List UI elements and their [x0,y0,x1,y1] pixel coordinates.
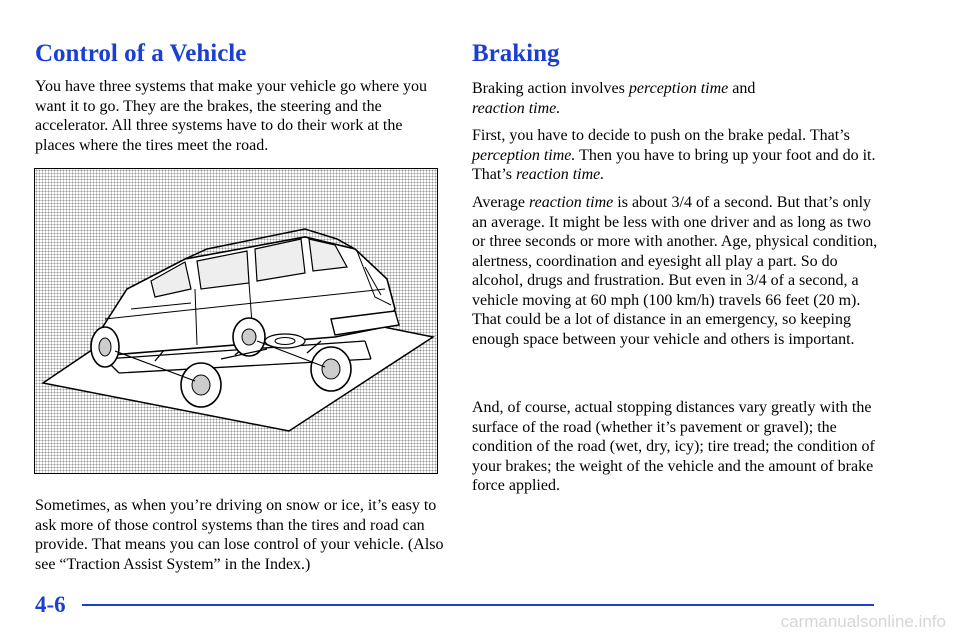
page-number: 4-6 [35,592,66,617]
intro-paragraph: You have three systems that make your vehicle go where you want it to go. They are the brakes, the steering and the accelerator. All three systems have to do their work at the places where the tires meet the road. [35,78,428,154]
section-heading-braking: Braking [472,40,560,67]
braking-paragraph-3: Average reaction time is about 3/4 of a second. But that’s only an average. It might be less with one driver and as long as two or three seconds or more with another. Age, physical condition, alertness, coordination and eyesight all play a part. So do alcohol, drugs and frustration. But even in 3/4 of a second, a vehicle moving at 60 mph (100 km/h) travels 66 feet (20 m). That could be a lot of distance in an emergency, so keeping enough space between your vehicle and others is important. [472,194,878,348]
traction-paragraph: Sometimes, as when you’re driving on snow or ice, it’s easy to ask more of those control systems than the tires and road can provide. That means you can lose control of your vehicle. (Also see “Traction Assist System” in the Index.) [35,497,444,573]
vehicle-illustration-icon [35,169,439,475]
braking-paragraph-2: First, you have to decide to push on the brake pedal. That’s perception time. Then you have to bring up your foot and do it. That’s reaction time. [472,127,876,183]
braking-paragraph-1: Braking action involves perception time and reaction time. [472,80,756,117]
vehicle-illustration [34,168,438,474]
braking-paragraph-4: And, of course, actual stopping distances vary greatly with the surface of the road (whether it’s pavement or gravel); the condition of the road (wet, dry, icy); tire tread; the condition of your brakes; the weight of the vehicle and the amount of brake force applied. [472,399,875,494]
section-heading-control: Control of a Vehicle [35,40,247,67]
footer-rule [82,604,874,606]
site-watermark: carmanualsonline.info [780,612,946,631]
